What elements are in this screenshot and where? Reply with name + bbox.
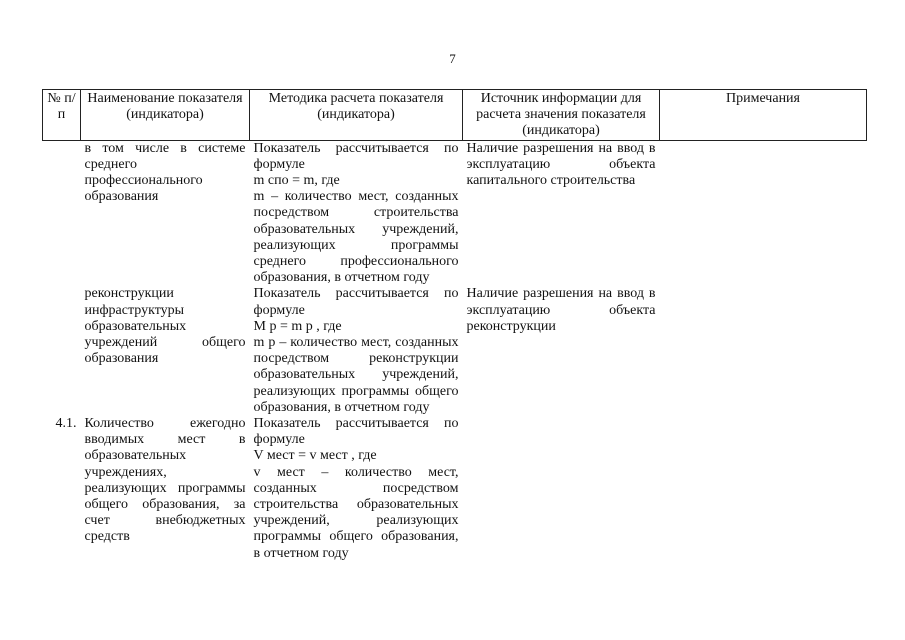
cell-method xyxy=(250,286,463,416)
method-line: m – количество мест, созданных посредством строительства образовательных учреждений, реализующих программы среднего профессионального образования, в отчетном году xyxy=(253,189,459,286)
cell-source xyxy=(463,416,660,562)
header-source: Источник информации для расчета значения показателя (индикатора) xyxy=(463,90,660,141)
cell-source: Наличие разрешения на ввод в эксплуатацию объекта капитального строительства xyxy=(466,140,656,189)
cell-notes xyxy=(660,416,867,562)
cell-num xyxy=(43,286,81,416)
cell-method xyxy=(250,140,463,286)
cell-num xyxy=(43,140,81,286)
header-method: Методика расчета показателя (индикатора) xyxy=(250,90,463,141)
method-line: Показатель рассчитывается по формуле xyxy=(253,286,459,318)
method-formula: V мест = v мест , где xyxy=(253,448,377,464)
table-row xyxy=(43,286,867,416)
method-line: Показатель рассчитывается по формуле xyxy=(253,416,459,448)
page-number: 7 xyxy=(449,51,456,66)
table-row xyxy=(43,140,867,286)
table-row xyxy=(43,416,867,562)
cell-notes xyxy=(660,286,867,416)
cell-method xyxy=(250,416,463,562)
method-line: Показатель рассчитывается по формуле xyxy=(253,140,459,172)
header-num: № п/п xyxy=(43,90,81,141)
method-formula: M р = m р , где xyxy=(253,318,342,334)
cell-num: 4.1. xyxy=(55,416,77,432)
cell-name: реконструкции инфраструктуры образовательных учреждений общего образования xyxy=(84,286,246,367)
method-line: v мест – количество мест, созданных посредством строительства образовательных учреждений, реализующих программы общего образования, в отчетном году xyxy=(253,464,459,561)
cell-source: Наличие разрешения на ввод в эксплуатацию объекта реконструкции xyxy=(466,286,656,334)
cell-name: в том числе в системе среднего профессионального образования xyxy=(84,140,246,205)
cell-name: Количество ежегодно вводимых мест в образовательных учреждениях, реализующих программы общего образования, за счет внебюджетных средств xyxy=(84,416,246,545)
header-name: Наименование показателя (индикатора) xyxy=(81,90,250,141)
method-formula: m спо = m, где xyxy=(253,173,340,189)
table-header-row xyxy=(43,90,867,141)
indicator-table xyxy=(42,89,867,562)
cell-notes xyxy=(660,140,867,286)
method-line: m р – количество мест, созданных посредством реконструкции образовательных учреждений, реализующих программы общего образования, в отчетном году xyxy=(253,335,459,415)
header-notes: Примечания xyxy=(660,90,867,141)
